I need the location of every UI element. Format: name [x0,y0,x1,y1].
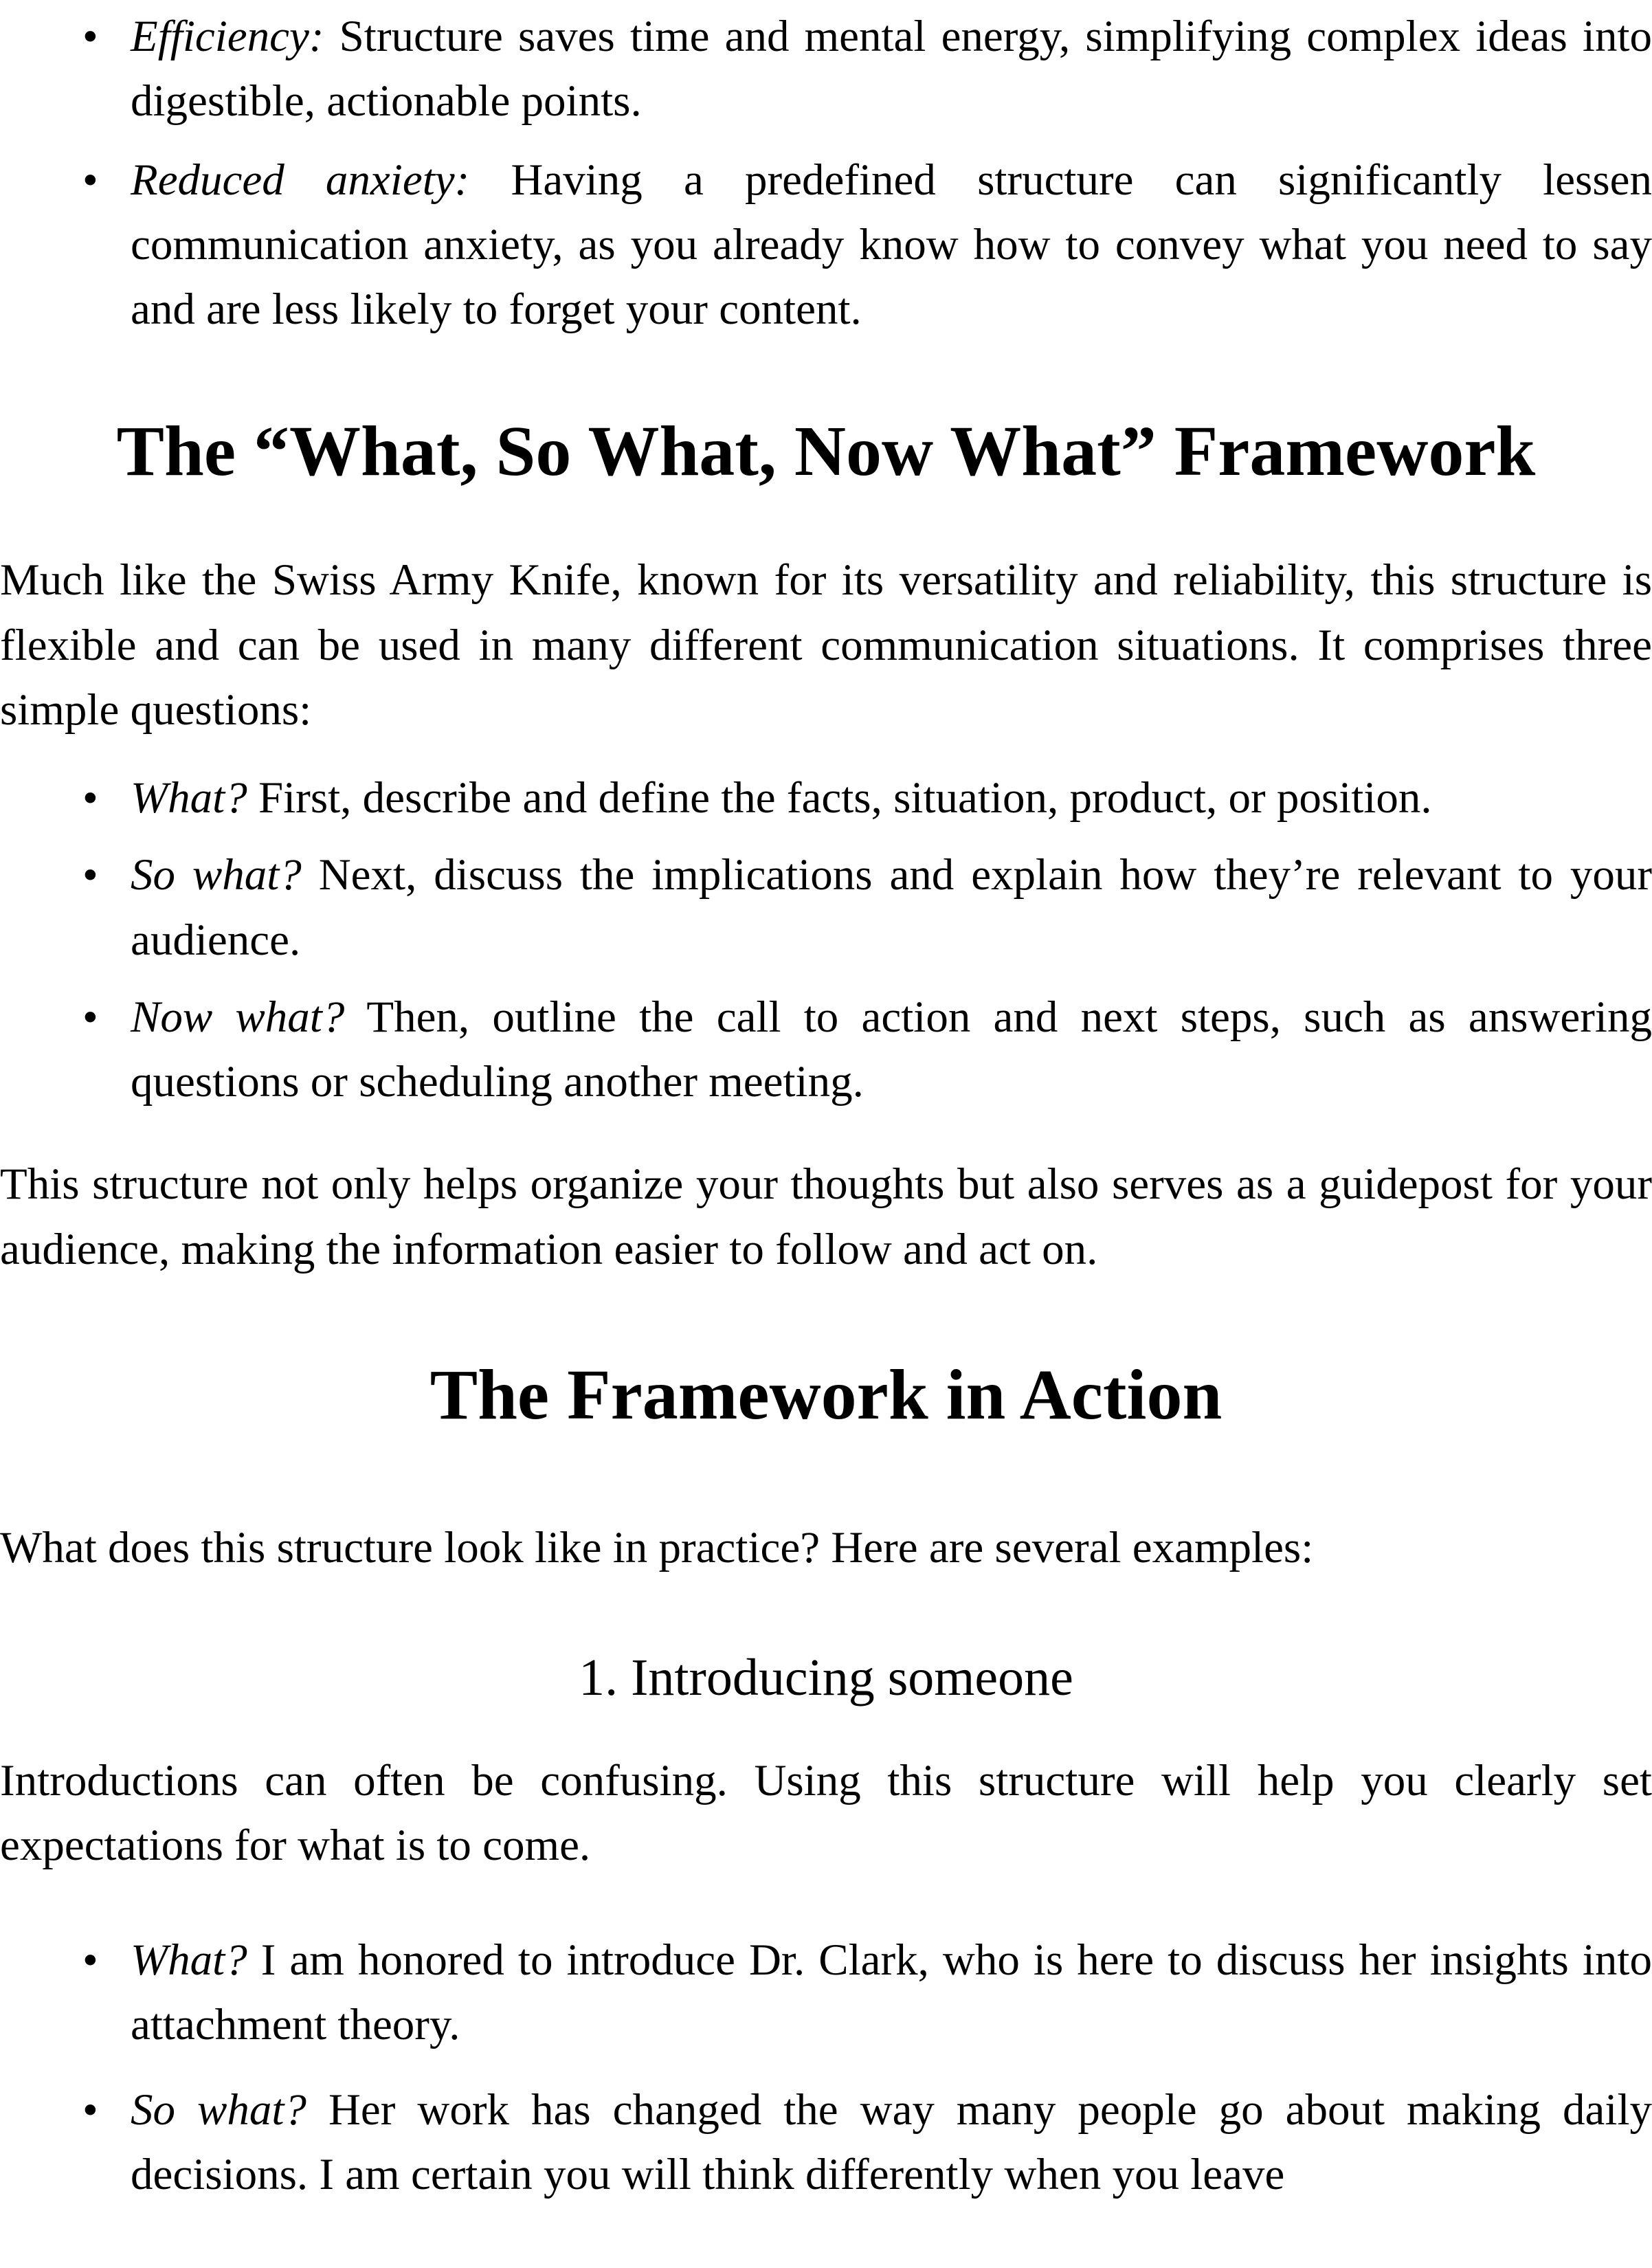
section-heading-framework: The “What, So What, Now What” Framework [116,412,1536,491]
bullet-text: Structure saves time and mental energy, simplifying complex ideas into digestible, actionable points. [131,12,1652,126]
list-item [0,4,1652,134]
example-list [0,1928,1652,2208]
list-item [0,1928,1652,2058]
list-item [0,766,1652,830]
list-item [0,843,1652,972]
section-heading-action: The Framework in Action [429,1355,1223,1434]
bullet-lead: Reduced anxiety: [131,155,470,205]
bullet-lead: Efficiency: [131,12,324,61]
bullet-lead: Now what? [131,992,345,1042]
bullet-lead: So what? [131,2085,306,2135]
bullet-text: Next, discuss the implications and explain how they’re relevant to your audience. [131,850,1652,965]
framework-closing-paragraph: This structure not only helps organize your thoughts but also serves as a guidepost for your audience, making the information easier to follow and act on. [0,1159,1652,1274]
bullet-lead: So what? [131,850,302,900]
example-intro-paragraph: Introductions can often be confusing. Using this structure will help you clearly set expectations for what is to come. [0,1756,1652,1871]
bullet-text: Then, outline the call to action and next steps, such as answering questions or scheduling another meeting. [131,992,1652,1107]
bullet-lead: What? [131,773,247,823]
bullet-text: First, describe and define the facts, situation, product, or position. [258,773,1432,823]
bullet-lead: What? [131,1935,247,1985]
bullet-text: Having a predefined structure can significantly lessen communication anxiety, as you already know how to convey what you need to say and are less likely to forget your content. [131,155,1652,334]
practice-intro-paragraph: What does this structure look like in practice? Here are several examples: [0,1522,1314,1572]
example-subheading: 1. Introducing someone [579,1649,1073,1706]
list-item [0,148,1652,342]
framework-intro-paragraph: Much like the Swiss Army Knife, known for its versatility and reliability, this structure is flexible and can be used in many different communication situations. It comprises three simple questions: [0,555,1652,735]
list-item [0,985,1652,1115]
list-item [0,2078,1652,2208]
bullet-text: I am honored to introduce Dr. Clark, who is here to discuss her insights into attachment theory. [131,1935,1652,2049]
questions-list [0,766,1652,1114]
benefits-list [0,4,1652,342]
bullet-text: Her work has changed the way many people go about making daily decisions. I am certain you will think differently when you leave [131,2085,1652,2200]
